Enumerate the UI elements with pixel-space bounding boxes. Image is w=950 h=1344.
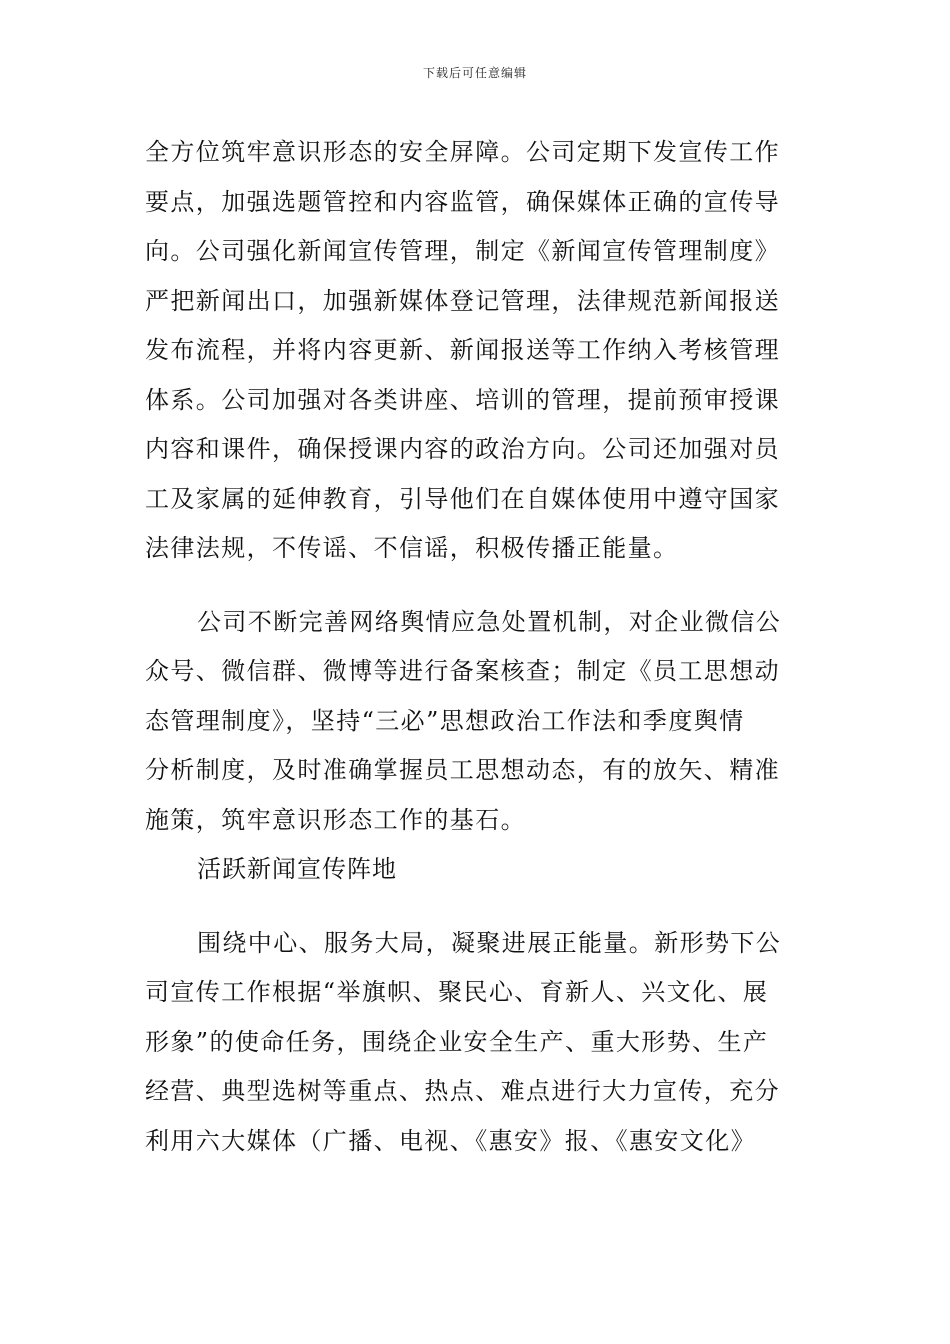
text-line: 法律法规，不传谣、不信谣，积极传播正能量。 <box>145 534 679 562</box>
text-line: 公司不断完善网络舆情应急处置机制，对企业微信公 <box>197 607 782 636</box>
text-line: 围绕中心、服务大局，凝聚进展正能量。新形势下公 <box>197 928 782 957</box>
text-line: 严把新闻出口，加强新媒体登记管理，法律规范新闻报送 <box>145 286 780 315</box>
paragraph-1 <box>145 128 805 574</box>
text-line: 发布流程，并将内容更新、新闻报送等工作纳入考核管理 <box>145 336 780 364</box>
text-line: 内容和课件，确保授课内容的政治方向。公司还加强对员 <box>145 435 780 463</box>
text-line: 利用六大媒体（广播、电视、《惠安》报、《惠安文化》 <box>145 1126 756 1155</box>
text-line: 向。公司强化新闻宣传管理，制定《新闻宣传管理制度》 <box>145 237 780 265</box>
text-line: 体系。公司加强对各类讲座、培训的管理，提前预审授课 <box>145 385 780 414</box>
text-line: 态管理制度》，坚持“三必”思想政治工作法和季度舆情 <box>145 706 745 735</box>
text-line: 众号、微信群、微博等进行备案核查；制定《员工思想动 <box>145 657 780 685</box>
text-line: 施策，筑牢意识形态工作的基石。 <box>145 805 526 834</box>
text-line: 要点，加强选题管控和内容监管，确保媒体正确的宣传导 <box>145 187 780 216</box>
section-heading: 活跃新闻宣传阵地 <box>197 855 397 883</box>
paragraph-3 <box>145 919 805 1167</box>
paragraph-2 <box>145 598 805 846</box>
text-line: 经营、典型选树等重点、热点、难点进行大力宣传，充分 <box>145 1077 780 1105</box>
header-note: 下载后可任意编辑 <box>422 66 527 80</box>
document-body <box>145 128 805 1166</box>
text-line: 全方位筑牢意识形态的安全屏障。公司定期下发宣传工作 <box>145 138 780 166</box>
text-line: 形象”的使命任务，围绕企业安全生产、重大形势、生产 <box>145 1027 769 1056</box>
text-line: 司宣传工作根据“举旗帜、聚民心、育新人、兴文化、展 <box>145 978 769 1006</box>
text-line: 分析制度，及时准确掌握员工思想动态，有的放矢、精准 <box>145 756 780 784</box>
text-line: 工及家属的延伸教育，引导他们在自媒体使用中遵守国家 <box>145 484 780 513</box>
